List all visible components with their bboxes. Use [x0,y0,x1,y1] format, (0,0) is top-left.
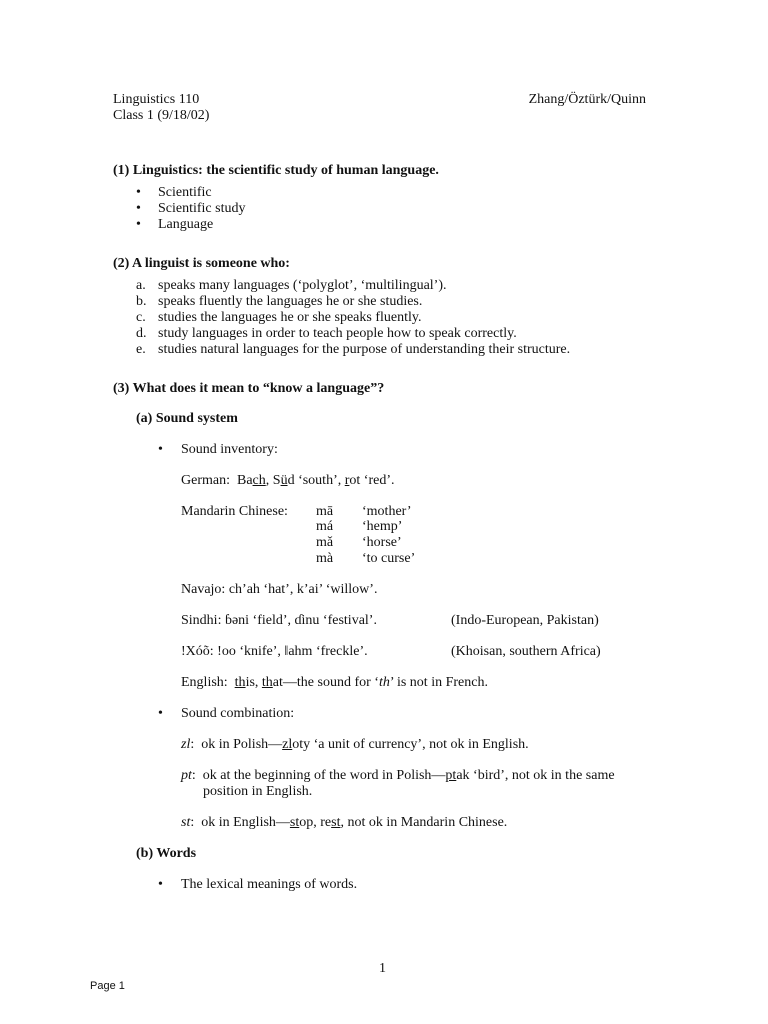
sound-combination-label: Sound combination: [181,706,295,721]
mandarin-syllable: mà [316,551,334,566]
zl-example: zl: ok in Polish—zloty ‘a unit of currency’, not ok in English. [181,737,529,752]
list-item: study languages in order to teach people how to speak correctly. [158,326,517,341]
list-marker: e. [136,342,146,357]
mandarin-gloss: ‘mother’ [362,504,412,519]
page-label: Page 1 [90,980,125,992]
mandarin-gloss: ‘horse’ [362,535,402,550]
mandarin-syllable: mā [316,504,334,519]
list-item: speaks many languages (‘polyglot’, ‘multilingual’). [158,278,447,293]
mandarin-gloss: ‘hemp’ [362,519,403,534]
st-example: st: ok in English—stop, rest, not ok in Mandarin Chinese. [181,815,508,830]
list-item: Scientific study [158,201,246,216]
section-2-heading: (2) A linguist is someone who: [113,256,290,271]
english-example: English: this, that—the sound for ‘th’ is not in French. [181,675,488,690]
list-item: studies the languages he or she speaks fluently. [158,310,422,325]
list-item: Scientific [158,185,212,200]
bullet-icon: • [136,185,141,200]
mandarin-syllable: mǎ [316,535,334,550]
subsection-b-heading: (b) Words [136,846,197,861]
xoo-language-note: (Khoisan, southern Africa) [451,644,601,659]
bullet-icon: • [136,217,141,232]
lexical-meanings-item: The lexical meanings of words. [181,877,358,892]
mandarin-label: Mandarin Chinese: [181,504,288,519]
bullet-icon: • [158,442,163,457]
bullet-icon: • [158,706,163,721]
bullet-icon: • [136,201,141,216]
list-marker: b. [136,294,147,309]
bullet-icon: • [158,877,163,892]
list-item: Language [158,217,214,232]
list-marker: d. [136,326,147,341]
list-marker: c. [136,310,146,325]
list-item: speaks fluently the languages he or she studies. [158,294,423,309]
sindhi-example: Sindhi: ɓəni ‘field’, ɗinu ‘festival’. [181,613,377,628]
course-title: Linguistics 110 [113,92,200,107]
sound-inventory-label: Sound inventory: [181,442,278,457]
pt-example-continued: position in English. [203,784,313,799]
xoo-example: !Xóõ: !oo ‘knife’, ǁahm ‘freckle’. [181,644,368,659]
authors: Zhang/Öztürk/Quinn [528,92,646,107]
section-1-heading: (1) Linguistics: the scientific study of human language. [113,163,439,178]
sindhi-language-note: (Indo-European, Pakistan) [451,613,599,628]
list-marker: a. [136,278,146,293]
page-number: 1 [379,961,386,976]
mandarin-gloss: ‘to curse’ [362,551,416,566]
pt-example: pt: ok at the beginning of the word in Polish—ptak ‘bird’, not ok in the same [181,768,615,783]
list-item: studies natural languages for the purpose of understanding their structure. [158,342,571,357]
german-example: German: Bach, Süd ‘south’, rot ‘red’. [181,473,395,488]
subsection-a-heading: (a) Sound system [136,411,238,426]
class-info: Class 1 (9/18/02) [113,108,210,123]
section-3-heading: (3) What does it mean to “know a language”? [113,381,385,396]
navajo-example: Navajo: ch’ah ‘hat’, k’ai’ ‘willow’. [181,582,378,597]
mandarin-syllable: má [316,519,334,534]
